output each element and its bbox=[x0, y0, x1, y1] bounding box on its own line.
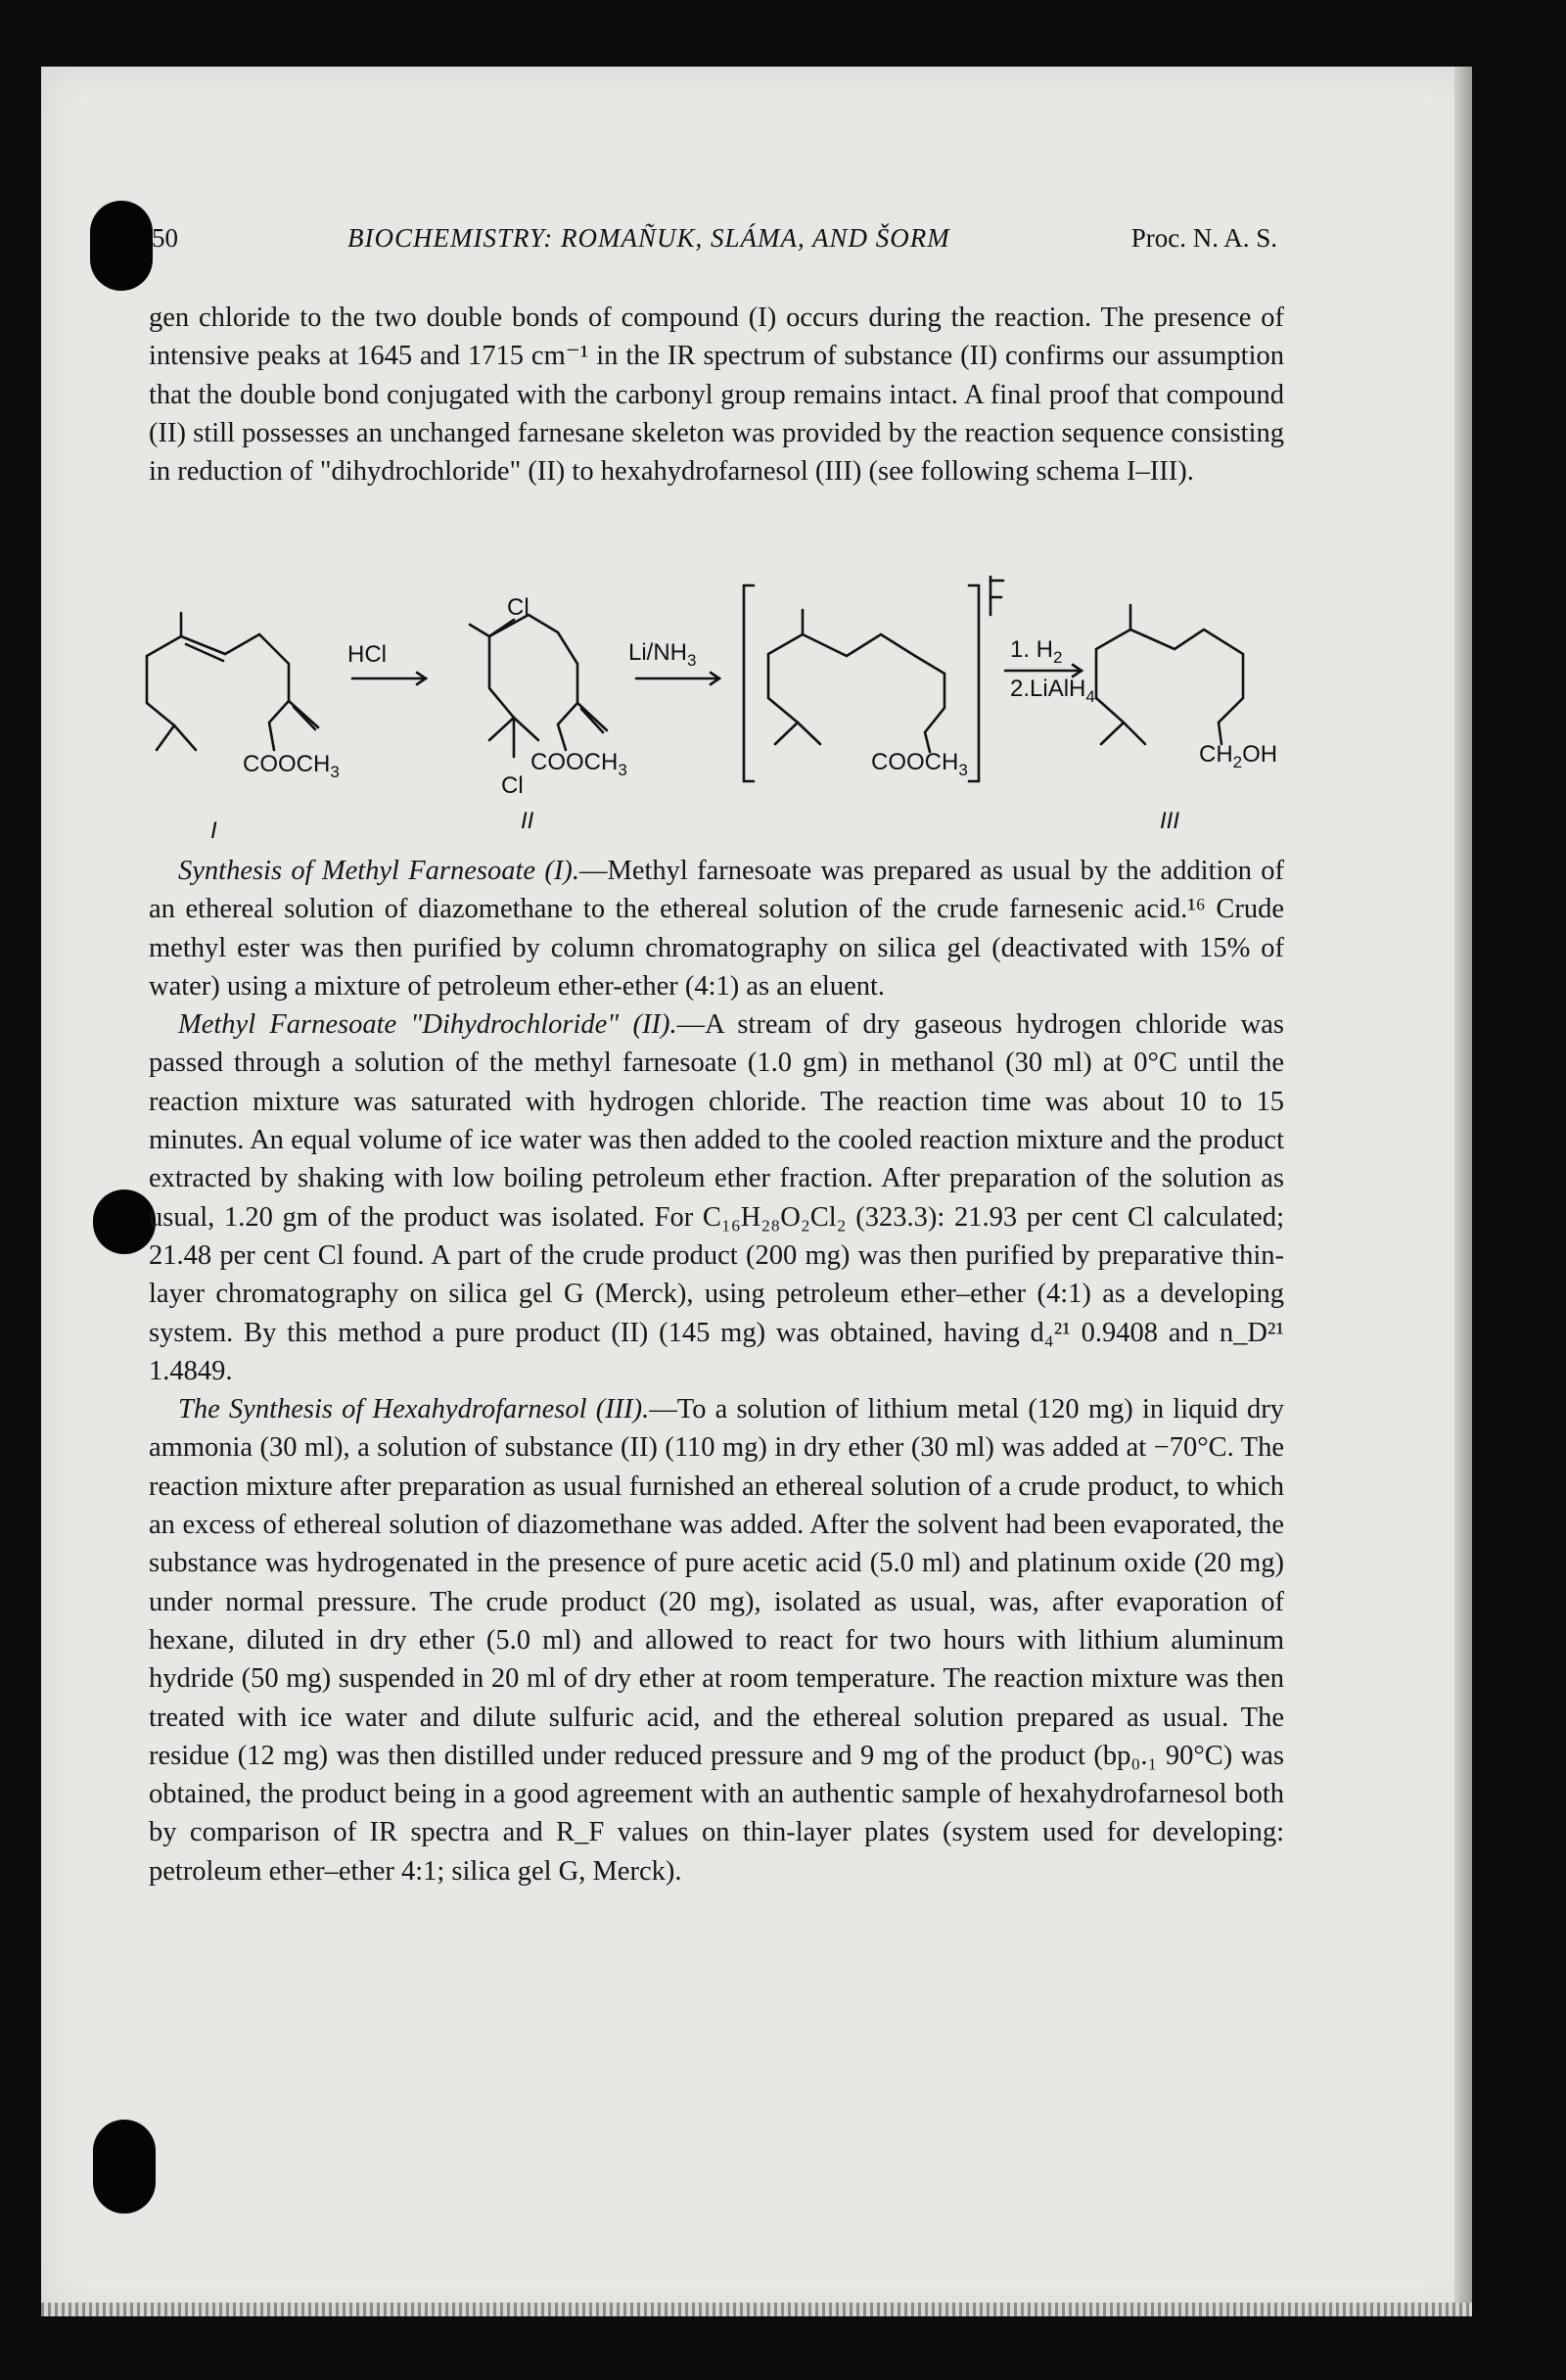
section-body: —A stream of dry gaseous hydrogen chloride was passed through a solution of the methyl farnesoate (1.0 gm) in methanol (30 ml) at 0°C until the reaction mixture was saturated with hydrogen chloride. The reaction time was about 10 to 15 minutes. An equal volume of ice water was then added to the cooled reaction mixture and the product extracted by shaking with low boiling petroleum ether fraction. After preparation of the solution as usual, 1.20 gm of the product was isolated. For C₁₆H₂₈O₂Cl₂ (323.3): 21.93 per cent Cl calculated; 21.48 per cent Cl found. A part of the crude product (200 mg) was then purified by preparative thin-layer chromatography on silica gel G (Merck), using petroleum ether–ether (4:1) as a developing system. By this method a pure product (II) (145 mg) was obtained, having d₄²¹ 0.9408 and n_D²¹ 1.4849. bbox=[149, 1009, 1284, 1386]
section-hexahydrofarnesol bbox=[149, 1390, 1284, 1890]
reagent-h2: 1. $H_2$ bbox=[1010, 636, 1063, 667]
page-number: 50 bbox=[152, 223, 178, 253]
section-heading: Synthesis of Methyl Farnesoate (I). bbox=[178, 856, 579, 886]
intro-paragraph-block bbox=[149, 299, 1284, 490]
compound-II-structure bbox=[470, 615, 607, 757]
bracket-left bbox=[744, 585, 754, 781]
reagent-lialh4: 2.LiAlH$_4$ bbox=[1010, 676, 1095, 706]
compound-III-alcohol: $CH_2OH$ bbox=[1199, 741, 1278, 771]
intermediate-ester: $COOCH_3$ bbox=[871, 749, 968, 779]
journal-abbrev: Proc. N. A. S. bbox=[1130, 223, 1277, 253]
compound-III-structure bbox=[1096, 605, 1243, 744]
reaction-scheme-svg bbox=[127, 576, 1312, 850]
bracket-right bbox=[969, 585, 979, 781]
reagent-li-nh3: $Li/NH_3$ bbox=[628, 639, 697, 670]
compound-II-ester: $COOCH_3$ bbox=[530, 749, 627, 779]
label-compound-III: III bbox=[1160, 808, 1180, 834]
binder-hole-middle bbox=[93, 1190, 156, 1254]
label-compound-II: II bbox=[521, 808, 534, 834]
compound-II-cl-bottom: Cl bbox=[501, 772, 524, 799]
binder-hole-bottom bbox=[93, 2120, 156, 2214]
reaction-scheme bbox=[127, 576, 1312, 850]
compound-I-ester: $COOCH_3$ bbox=[243, 751, 340, 781]
section-body: —Methyl farnesoate was prepared as usual by the addition of an ethereal solution of diazomethane to the ethereal solution of the crude farnesenic acid.¹⁶ Crude methyl ester was then purified by column chromatography on silica gel (deactivated with 15% of water) using a mixture of petroleum ether-ether (4:1) as an eluent. bbox=[149, 856, 1284, 1002]
section-heading: Methyl Farnesoate "Dihydrochloride" (II). bbox=[178, 1009, 677, 1041]
reagent-hcl: HCl bbox=[347, 641, 387, 668]
section-dihydrochloride bbox=[149, 1005, 1284, 1390]
running-title: BIOCHEMISTRY: ROMAÑUK, SLÁMA, AND ŠORM bbox=[347, 223, 950, 253]
running-header bbox=[152, 217, 1277, 260]
compound-I-structure bbox=[147, 613, 318, 750]
label-compound-I: I bbox=[210, 817, 217, 844]
page-bottom-edge bbox=[41, 2303, 1472, 2316]
intermediate-structure bbox=[768, 610, 944, 752]
section-methyl-farnesoate bbox=[149, 852, 1284, 1005]
section-body: —To a solution of lithium metal (120 mg) in liquid dry ammonia (30 ml), a solution of substance (II) (110 mg) in dry ether (30 ml) was added at −70°C. The reaction mixture after preparation as usual furnished an ethereal solution of a crude product, to which an excess of ethereal solution of diazomethane was added. After the solvent had been evaporated, the substance was hydrogenated in the presence of pure acetic acid (5.0 ml) and platinum oxide (20 mg) under normal pressure. The crude product (20 mg), isolated as usual, was, after evaporation of hexane, diluted in dry ether (5.0 ml) and allowed to react for two hours with lithium aluminum hydride (50 mg) suspended in 20 ml of dry ether at room temperature. The reaction mixture was then treated with ice water and dilute sulfuric acid, and the ethereal solution prepared as usual. The residue (12 mg) was then distilled under reduced pressure and 9 mg of the product (bp₀.₁ 90°C) was obtained, the product being in a good agreement with an authentic sample of hexahydrofarnesol both by comparison of IR spectra and R_F values on thin-layer plates (system used for developing: petroleum ether–ether 4:1; silica gel G, Merck). bbox=[149, 1394, 1284, 1887]
compound-II-cl-top: Cl bbox=[507, 594, 530, 621]
binder-hole-top bbox=[90, 201, 153, 291]
section-heading: The Synthesis of Hexahydrofarnesol (III). bbox=[178, 1394, 650, 1425]
intro-paragraph: gen chloride to the two double bonds of compound (I) occurs during the reaction. The presence of intensive peaks at 1645 and 1715 cm⁻¹ in the IR spectrum of substance (II) confirms our assumption that the double bond conjugated with the carbonyl group remains intact. A final proof that compound (II) still possesses an unchanged farnesane skeleton was provided by the reaction sequence consisting in reduction of "dihydrochloride" (II) to hexahydrofarnesol (III) (see following schema I–III). bbox=[149, 303, 1284, 488]
page-edge bbox=[1454, 67, 1472, 2316]
experimental-sections bbox=[149, 852, 1284, 1890]
